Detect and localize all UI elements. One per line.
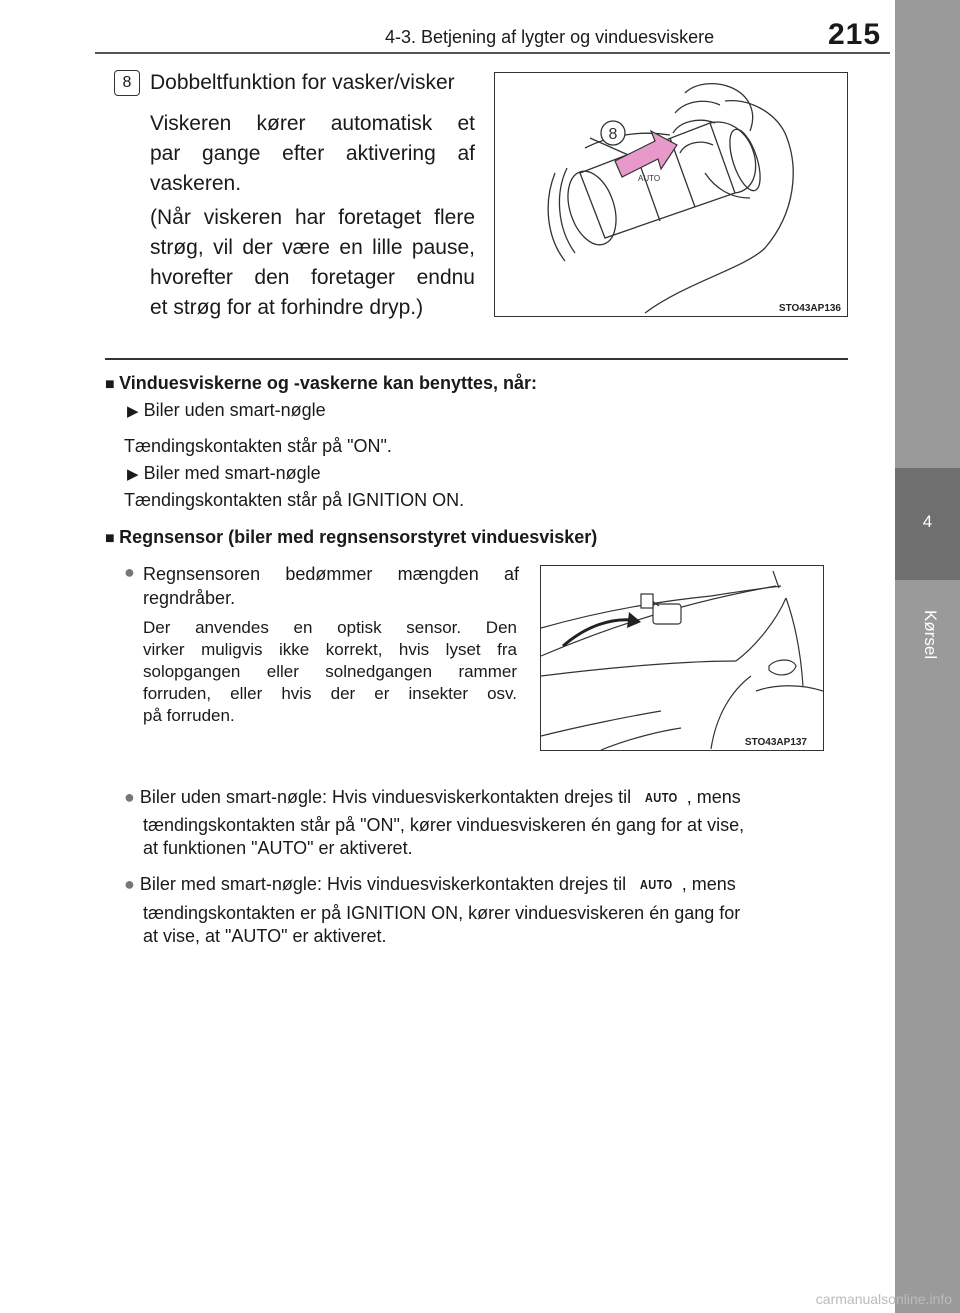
step-note-line: (Når viskeren har foretaget flere: [150, 206, 475, 229]
watermark: carmanualsonline.info: [815, 1291, 952, 1307]
rain-sensor-description: [143, 617, 517, 727]
step-description: [150, 109, 475, 199]
header-section-title: 4-3. Betjening af lygter og vinduesviskere: [385, 27, 715, 47]
circle-bullet-icon: ●: [124, 874, 135, 894]
step-description-line: Viskeren kører automatisk et: [150, 112, 475, 135]
rain-sensor-item-line: Regnsensoren bedømmer mængden af: [143, 564, 519, 584]
auto-smartkey-absent-line: at funktionen "AUTO" er aktiveret.: [143, 838, 413, 858]
circle-bullet-icon: ●: [124, 787, 135, 807]
chapter-number: 4: [922, 512, 933, 531]
usage-heading-text: Vinduesviskerne og -vaskerne kan benyttes, når:: [119, 373, 537, 393]
page-number: 215: [828, 18, 882, 51]
step-title: Dobbeltfunktion for vasker/visker: [150, 71, 455, 94]
square-bullet-icon: ■: [105, 376, 115, 393]
step-description-line: vaskeren.: [150, 172, 242, 195]
auto-smartkey-present-item: ● Biler med smart-nøgle: Hvis vinduesviskerkontakten drejes til AUTO , mens: [124, 872, 849, 897]
auto-smartkey-absent-line: tændingskontakten står på "ON", kører vinduesviskeren én gang for at vise,: [143, 815, 745, 835]
auto-smartkey-absent-item: ● Biler uden smart-nøgle: Hvis vinduesviskerkontakten drejes til AUTO , mens: [124, 785, 849, 810]
usage-heading: [105, 373, 537, 394]
auto-symbol-icon: AUTO: [645, 790, 678, 805]
triangle-bullet-icon: ▶: [127, 403, 139, 420]
figure-code: STO43AP137: [744, 737, 807, 748]
auto-symbol-icon: AUTO: [639, 877, 673, 892]
rain-sensor-heading-text: Regnsensor (biler med regnsensorstyret vinduesvisker): [119, 527, 598, 547]
wiper-lever-figure: [494, 72, 848, 317]
wiper-lever-illustration: [495, 73, 847, 316]
rain-sensor-description-line: forruden, eller hvis der er insekter osv.: [143, 684, 517, 703]
step-description-line: par gange efter aktivering af: [150, 142, 475, 165]
chapter-title: Kørsel: [921, 610, 940, 660]
rain-sensor-heading: [105, 527, 597, 548]
rain-sensor-description-line: solopgangen eller solnedgangen rammer: [143, 662, 517, 681]
figure-code: STO43AP136: [778, 303, 841, 314]
section-divider: [105, 358, 848, 360]
step-number-badge: 8: [114, 70, 140, 96]
auto-smartkey-present-line: at vise, at "AUTO" er aktiveret.: [143, 926, 387, 946]
usage-case-label: ▶ Biler med smart-nøgle: [127, 463, 321, 483]
rain-sensor-description-line: virker muligvis ikke korrekt, hvis lyset fra: [143, 640, 517, 659]
auto-smartkey-present-line: tændingskontakten er på IGNITION ON, kører vinduesviskeren én gang for: [143, 903, 741, 923]
rain-sensor-description-line: Der anvendes en optisk sensor. Den: [143, 618, 517, 637]
square-bullet-icon: ■: [105, 530, 115, 547]
step-note: [150, 203, 475, 323]
side-tab-top: [895, 0, 960, 468]
usage-case-label: ▶ Biler uden smart-nøgle: [127, 400, 326, 420]
step-note-line: et strøg for at forhindre dryp.): [150, 296, 424, 319]
rain-sensor-item-line: regndråber.: [143, 588, 236, 608]
header-rule: [95, 52, 890, 54]
lever-auto-marking: AUTO: [638, 174, 661, 183]
step-note-line: hvorefter den foretager endnu: [150, 266, 475, 289]
step-note-line: strøg, vil der være en lille pause,: [150, 236, 475, 259]
figure-callout-number: 8: [608, 126, 618, 143]
windshield-figure: [540, 565, 824, 751]
triangle-bullet-icon: ▶: [127, 466, 139, 483]
usage-case-text: Tændingskontakten står på "ON".: [124, 436, 392, 456]
rain-sensor-description-line: på forruden.: [143, 706, 235, 725]
windshield-illustration: [541, 566, 823, 750]
rain-sensor-item: [124, 562, 519, 610]
usage-case-text: Tændingskontakten står på IGNITION ON.: [124, 490, 465, 510]
circle-bullet-icon: ●: [124, 562, 135, 582]
